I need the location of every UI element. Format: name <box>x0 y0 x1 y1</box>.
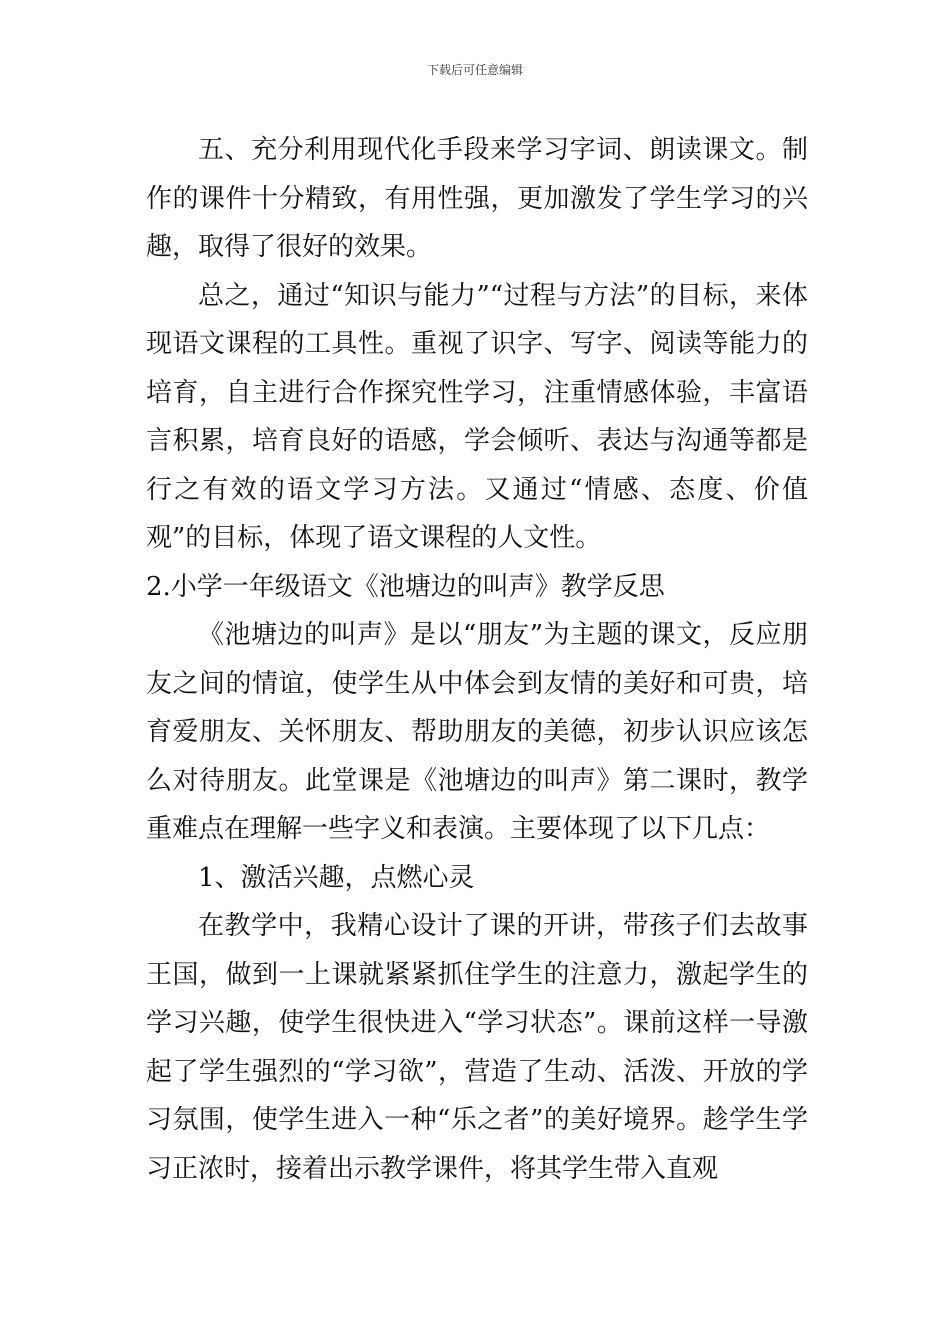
page-header: 下载后可任意编辑 <box>426 63 523 77</box>
document-body <box>146 126 808 1193</box>
paragraph-summary: 总之，通过“知识与能力”“过程与方法”的目标，来体现语文课程的工具性。重视了识字、写字、阅读等能力的培育，自主进行合作探究性学习，注重情感体验，丰富语言积累，培育良好的语感，学会倾听、表达与沟通等都是行之有效的语文学习方法。又通过“情感、态度、价值观”的目标，体现了语文课程的人文性。 <box>146 280 808 553</box>
paragraph-modern-means: 五、充分利用现代化手段来学习字词、朗读课文。制作的课件十分精致，有用性强，更加激发了学生学习的兴趣，取得了很好的效果。 <box>146 135 808 262</box>
paragraph-lesson-intro: 《池塘边的叫声》是以“朋友”为主题的课文，反应朋友之间的情谊，使学生从中体会到友情的美好和可贵，培育爱朋友、关怀朋友、帮助朋友的美德，初步认识应该怎么对待朋友。此堂课是《池塘边的叫声》第二课时，教学重难点在理解一些字义和表演。主要体现了以下几点： <box>146 620 808 844</box>
section-heading: 2.小学一年级语文《池塘边的叫声》教学反思 <box>146 571 665 602</box>
subheading-activate-interest: 1、激活兴趣，点燃心灵 <box>198 862 475 893</box>
paragraph-teaching-process: 在教学中，我精心设计了课的开讲，带孩子们去故事王国，做到一上课就紧紧抓住学生的注意力，激起学生的学习兴趣，使学生很快进入“学习状态”。课前这样一导激起了学生强烈的“学习欲”，营造了生动、活泼、开放的学习氛围，使学生进入一种“乐之者”的美好境界。趁学生学习正浓时，接着出示教学课件，将其学生带入直观 <box>146 911 808 1184</box>
